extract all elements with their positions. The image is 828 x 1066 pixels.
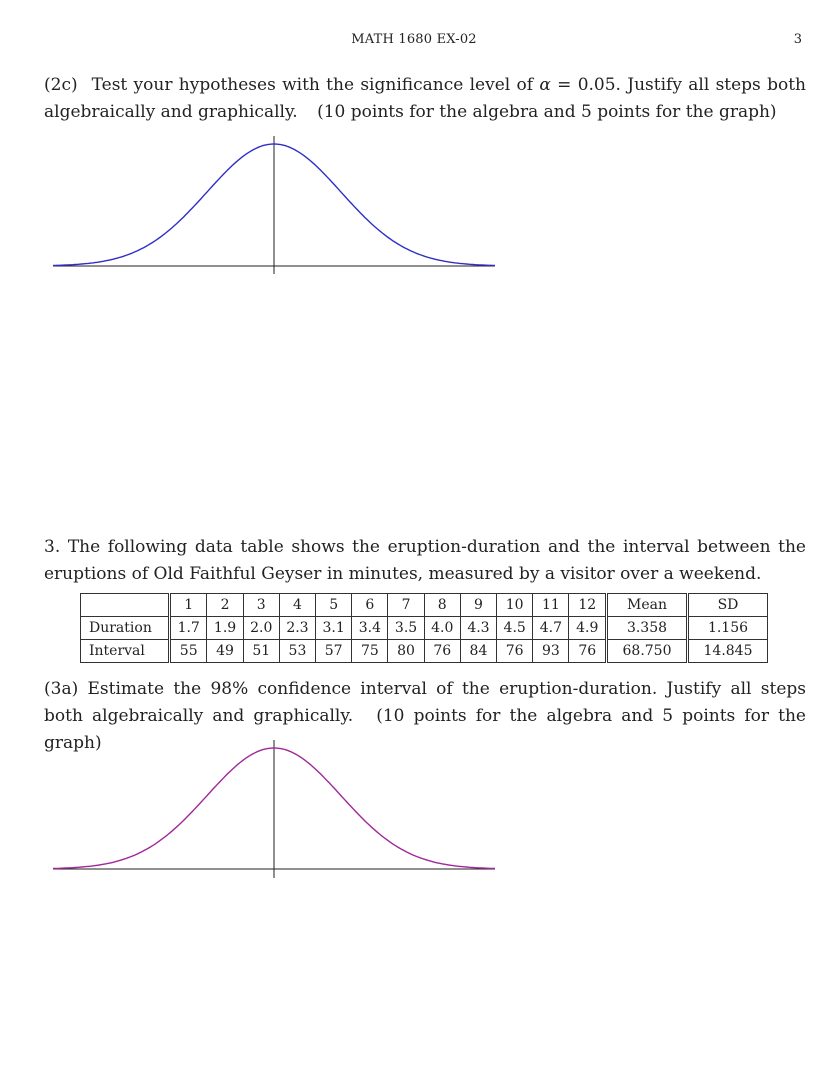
table-row-interval (81, 640, 768, 663)
table-cell: 2.0 (243, 617, 279, 640)
course-title: MATH 1680 EX-02 (351, 32, 477, 47)
geyser-data-table (80, 593, 768, 663)
table-cell: 51 (243, 640, 279, 663)
table-header-cell (81, 594, 170, 617)
table-header-cell: 2 (207, 594, 243, 617)
table-cell: 49 (207, 640, 243, 663)
alpha-symbol: α (539, 75, 551, 95)
table-header-cell: 3 (243, 594, 279, 617)
table-cell: 1.9 (207, 617, 243, 640)
table-cell: 80 (388, 640, 424, 663)
table-header-cell: 6 (352, 594, 388, 617)
table-header-cell: 9 (460, 594, 496, 617)
table-cell: 84 (460, 640, 496, 663)
table-header-cell: 4 (279, 594, 315, 617)
question-2c-text-before: Test your hypotheses with the significance level of (91, 75, 534, 95)
table-cell: 4.5 (497, 617, 533, 640)
question-3a-text: (3a) Estimate the 98% confidence interval of the eruption-duration. Justify all steps both algebraically and graphically. (44, 679, 806, 726)
page-header (0, 30, 828, 50)
table-header-cell: 12 (569, 594, 607, 617)
table-cell: 3.1 (316, 617, 352, 640)
table-cell: 1.7 (170, 617, 207, 640)
normal-curve-3a (50, 738, 500, 880)
table-row-duration (81, 617, 768, 640)
table-cell: 75 (352, 640, 388, 663)
table-cell: 76 (424, 640, 460, 663)
question-3a-points: (10 points for the algebra and 5 points for the graph) (44, 706, 806, 753)
question-2c (44, 72, 806, 126)
table-cell: 4.0 (424, 617, 460, 640)
table-cell: 57 (316, 640, 352, 663)
page-number: 3 (793, 32, 802, 47)
table-header-row (81, 594, 768, 617)
table-cell: 76 (569, 640, 607, 663)
question-2c-text-after: Justify all steps both algebraically and graphically. (44, 75, 806, 122)
table-header-sd: SD (688, 594, 768, 617)
table-cell-sd: 14.845 (688, 640, 768, 663)
table-cell: 93 (533, 640, 569, 663)
table-cell: 53 (279, 640, 315, 663)
table-header-cell: 5 (316, 594, 352, 617)
table-cell-mean: 3.358 (607, 617, 688, 640)
question-2c-label: (2c) (44, 75, 78, 95)
table-header-cell: 1 (170, 594, 207, 617)
table-cell: 55 (170, 640, 207, 663)
row-label: Interval (81, 640, 170, 663)
table-cell: 4.7 (533, 617, 569, 640)
table-cell: 3.4 (352, 617, 388, 640)
table-header-cell: 8 (424, 594, 460, 617)
table-cell: 4.9 (569, 617, 607, 640)
table-cell: 3.5 (388, 617, 424, 640)
row-label: Duration (81, 617, 170, 640)
table-header-cell: 7 (388, 594, 424, 617)
table-cell-sd: 1.156 (688, 617, 768, 640)
table-cell-mean: 68.750 (607, 640, 688, 663)
table-header-cell: 11 (533, 594, 569, 617)
normal-curve-2c (50, 134, 500, 276)
table-cell: 2.3 (279, 617, 315, 640)
question-2c-points: (10 points for the algebra and 5 points for the graph) (317, 102, 777, 122)
question-3-intro: 3. The following data table shows the eruption-duration and the interval between the eruptions of Old Faithful Geyser in minutes, measured by a visitor over a weekend. (44, 537, 806, 584)
alpha-value: = 0.05. (557, 75, 621, 95)
table-header-cell: 10 (497, 594, 533, 617)
table-cell: 4.3 (460, 617, 496, 640)
table-header-mean: Mean (607, 594, 688, 617)
table-cell: 76 (497, 640, 533, 663)
